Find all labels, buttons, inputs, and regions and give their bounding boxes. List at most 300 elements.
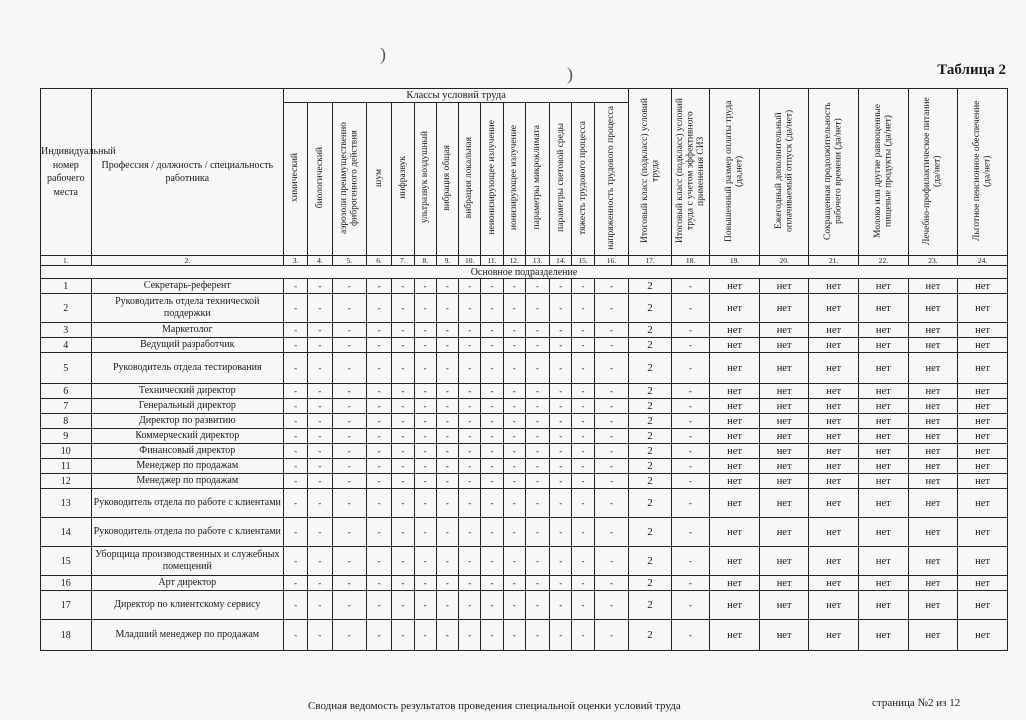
factor-class-cell: -: [283, 518, 307, 547]
guarantee-cell: нет: [809, 474, 859, 489]
workplace-id-cell: 13: [41, 489, 92, 518]
factor-class-cell: -: [283, 294, 307, 323]
factor-class-cell: -: [436, 518, 458, 547]
guarantee-cell: нет: [859, 323, 909, 338]
factor-class-cell: -: [308, 414, 332, 429]
factor-class-cell: -: [594, 444, 629, 459]
header-factor-col: [436, 103, 458, 256]
factor-class-cell: -: [366, 384, 391, 399]
factor-class-cell: -: [414, 338, 436, 353]
header-result-col: [859, 89, 909, 256]
column-number: 13.: [525, 256, 549, 266]
factor-class-cell: -: [525, 591, 549, 620]
factor-class-cell: -: [332, 429, 366, 444]
guarantee-cell: нет: [710, 518, 760, 547]
column-number: 8.: [414, 256, 436, 266]
header-factor-col: [594, 103, 629, 256]
workplace-id-cell: 14: [41, 518, 92, 547]
factor-class-cell: -: [459, 444, 481, 459]
factor-class-cell: -: [572, 338, 594, 353]
guarantee-cell: нет: [809, 414, 859, 429]
guarantee-cell: нет: [759, 323, 809, 338]
factor-class-cell: -: [414, 279, 436, 294]
guarantee-cell: нет: [759, 591, 809, 620]
factor-class-cell: -: [459, 384, 481, 399]
column-number: 5.: [332, 256, 366, 266]
final-class-siz-cell: -: [671, 547, 709, 576]
guarantee-cell: нет: [908, 338, 958, 353]
header-factor-col: [572, 103, 594, 256]
header-result-label: Молоко или другие равноценные пищевые продукты (да/нет): [872, 103, 894, 238]
factor-class-cell: -: [332, 620, 366, 651]
factor-class-cell: -: [594, 576, 629, 591]
guarantee-cell: нет: [859, 294, 909, 323]
factor-class-cell: -: [503, 323, 525, 338]
guarantee-cell: нет: [859, 399, 909, 414]
factor-class-cell: -: [503, 459, 525, 474]
factor-class-cell: -: [436, 474, 458, 489]
factor-class-cell: -: [550, 353, 572, 384]
guarantee-cell: нет: [859, 353, 909, 384]
final-class-siz-cell: -: [671, 576, 709, 591]
factor-class-cell: -: [525, 518, 549, 547]
final-class-siz-cell: -: [671, 294, 709, 323]
factor-class-cell: -: [572, 489, 594, 518]
factor-class-cell: -: [366, 518, 391, 547]
column-number: 22.: [859, 256, 909, 266]
factor-class-cell: -: [308, 547, 332, 576]
factor-class-cell: -: [392, 489, 414, 518]
factor-class-cell: -: [332, 294, 366, 323]
profession-cell: Менеджер по продажам: [91, 474, 283, 489]
column-number: 9.: [436, 256, 458, 266]
factor-class-cell: -: [525, 338, 549, 353]
final-class-cell: 2: [629, 576, 672, 591]
factor-class-cell: -: [283, 279, 307, 294]
factor-class-cell: -: [525, 459, 549, 474]
table-row: [41, 444, 1008, 459]
profession-cell: Менеджер по продажам: [91, 459, 283, 474]
profession-cell: Уборщица производственных и служебных помещений: [91, 547, 283, 576]
factor-class-cell: -: [503, 384, 525, 399]
workplace-id-cell: 12: [41, 474, 92, 489]
table-row: [41, 279, 1008, 294]
guarantee-cell: нет: [809, 294, 859, 323]
factor-class-cell: -: [332, 384, 366, 399]
factor-class-cell: -: [366, 444, 391, 459]
factor-class-cell: -: [503, 399, 525, 414]
header-result-label: Итоговый класс (подкласс) условий труда с учетом эффективного применения СИЗ: [674, 98, 706, 243]
factor-class-cell: -: [550, 294, 572, 323]
final-class-siz-cell: -: [671, 279, 709, 294]
guarantee-cell: нет: [710, 429, 760, 444]
factor-class-cell: -: [436, 459, 458, 474]
guarantee-cell: нет: [859, 547, 909, 576]
workplace-id-cell: 4: [41, 338, 92, 353]
factor-class-cell: -: [550, 489, 572, 518]
final-class-cell: 2: [629, 444, 672, 459]
final-class-cell: 2: [629, 474, 672, 489]
header-factor-label: инфразвук: [397, 156, 408, 199]
guarantee-cell: нет: [759, 620, 809, 651]
workplace-id-cell: 5: [41, 353, 92, 384]
factor-class-cell: -: [414, 459, 436, 474]
final-class-cell: 2: [629, 489, 672, 518]
guarantee-cell: нет: [908, 353, 958, 384]
guarantee-cell: нет: [958, 591, 1008, 620]
header-workplace-id: Индивидуальный номер рабочего места: [41, 89, 92, 256]
factor-class-cell: -: [525, 576, 549, 591]
factor-class-cell: -: [525, 279, 549, 294]
factor-class-cell: -: [503, 620, 525, 651]
factor-class-cell: -: [503, 474, 525, 489]
column-number: 7.: [392, 256, 414, 266]
factor-class-cell: -: [414, 399, 436, 414]
factor-class-cell: -: [572, 414, 594, 429]
page-number: страница №2 из 12: [872, 697, 961, 709]
factor-class-cell: -: [594, 518, 629, 547]
factor-class-cell: -: [414, 444, 436, 459]
factor-class-cell: -: [392, 399, 414, 414]
final-class-siz-cell: -: [671, 353, 709, 384]
scan-mark-2: ): [567, 64, 573, 84]
guarantee-cell: нет: [759, 489, 809, 518]
final-class-cell: 2: [629, 620, 672, 651]
factor-class-cell: -: [332, 444, 366, 459]
guarantee-cell: нет: [809, 323, 859, 338]
guarantee-cell: нет: [859, 338, 909, 353]
factor-class-cell: -: [572, 444, 594, 459]
factor-class-cell: -: [594, 294, 629, 323]
header-result-col: [710, 89, 760, 256]
factor-class-cell: -: [503, 279, 525, 294]
column-number: 23.: [908, 256, 958, 266]
guarantee-cell: нет: [908, 414, 958, 429]
factor-class-cell: -: [414, 474, 436, 489]
factor-class-cell: -: [332, 518, 366, 547]
factor-class-cell: -: [503, 518, 525, 547]
factor-class-cell: -: [525, 620, 549, 651]
factor-class-cell: -: [332, 459, 366, 474]
guarantee-cell: нет: [809, 279, 859, 294]
factor-class-cell: -: [525, 474, 549, 489]
factor-class-cell: -: [594, 399, 629, 414]
header-result-col: [908, 89, 958, 256]
factor-class-cell: -: [503, 429, 525, 444]
factor-class-cell: -: [525, 353, 549, 384]
profession-cell: Директор по клиентскому сервису: [91, 591, 283, 620]
final-class-siz-cell: -: [671, 399, 709, 414]
factor-class-cell: -: [436, 444, 458, 459]
factor-class-cell: -: [414, 414, 436, 429]
table-row: [41, 338, 1008, 353]
guarantee-cell: нет: [710, 620, 760, 651]
final-class-siz-cell: -: [671, 384, 709, 399]
header-factor-col: [503, 103, 525, 256]
factor-class-cell: -: [525, 489, 549, 518]
factor-class-cell: -: [594, 338, 629, 353]
factor-class-cell: -: [525, 294, 549, 323]
profession-cell: Руководитель отдела технической поддержки: [91, 294, 283, 323]
header-factor-label: ультразвук воздушный: [419, 131, 430, 224]
header-factor-label: аэрозоли преимущественно фиброгенного действия: [338, 121, 360, 234]
factor-class-cell: -: [308, 459, 332, 474]
factor-class-cell: -: [525, 444, 549, 459]
final-class-siz-cell: -: [671, 459, 709, 474]
factor-class-cell: -: [459, 323, 481, 338]
factor-class-cell: -: [392, 518, 414, 547]
guarantee-cell: нет: [759, 429, 809, 444]
factor-class-cell: -: [594, 474, 629, 489]
column-number: 6.: [366, 256, 391, 266]
factor-class-cell: -: [459, 414, 481, 429]
header-factor-col: [414, 103, 436, 256]
guarantee-cell: нет: [908, 429, 958, 444]
header-factor-col: [366, 103, 391, 256]
guarantee-cell: нет: [958, 576, 1008, 591]
factor-class-cell: -: [308, 279, 332, 294]
header-result-label: Льготное пенсионное обеспечение (да/нет): [972, 100, 993, 241]
table-row: [41, 474, 1008, 489]
section-row: [41, 266, 1008, 279]
guarantee-cell: нет: [759, 384, 809, 399]
factor-class-cell: -: [503, 294, 525, 323]
factor-class-cell: -: [436, 294, 458, 323]
factor-class-cell: -: [594, 547, 629, 576]
column-number: 18.: [671, 256, 709, 266]
guarantee-cell: нет: [759, 474, 809, 489]
table-body: [41, 279, 1008, 651]
guarantee-cell: нет: [859, 620, 909, 651]
guarantee-cell: нет: [710, 279, 760, 294]
column-number: 24.: [958, 256, 1008, 266]
factor-class-cell: -: [594, 414, 629, 429]
profession-cell: Младший менеджер по продажам: [91, 620, 283, 651]
factor-class-cell: -: [481, 279, 503, 294]
factor-class-cell: -: [366, 620, 391, 651]
factor-class-cell: -: [481, 489, 503, 518]
guarantee-cell: нет: [908, 444, 958, 459]
column-number: 17.: [629, 256, 672, 266]
final-class-siz-cell: -: [671, 429, 709, 444]
factor-class-cell: -: [594, 323, 629, 338]
factor-class-cell: -: [414, 323, 436, 338]
final-class-siz-cell: -: [671, 620, 709, 651]
factor-class-cell: -: [392, 429, 414, 444]
factor-class-cell: -: [459, 576, 481, 591]
guarantee-cell: нет: [859, 591, 909, 620]
factor-class-cell: -: [594, 620, 629, 651]
factor-class-cell: -: [366, 323, 391, 338]
guarantee-cell: нет: [759, 353, 809, 384]
header-factor-label: параметры микроклимата: [532, 125, 543, 230]
factor-class-cell: -: [594, 489, 629, 518]
factor-class-cell: -: [550, 591, 572, 620]
factor-class-cell: -: [572, 518, 594, 547]
factor-class-cell: -: [572, 591, 594, 620]
final-class-siz-cell: -: [671, 444, 709, 459]
guarantee-cell: нет: [958, 429, 1008, 444]
factor-class-cell: -: [392, 459, 414, 474]
factor-class-cell: -: [459, 591, 481, 620]
factor-class-cell: -: [436, 547, 458, 576]
factor-class-cell: -: [308, 591, 332, 620]
guarantee-cell: нет: [908, 279, 958, 294]
header-factor-col: [525, 103, 549, 256]
factor-class-cell: -: [366, 591, 391, 620]
factor-class-cell: -: [572, 399, 594, 414]
factor-class-cell: -: [525, 384, 549, 399]
header-result-label: Сокращенная продолжительность рабочего времени (да/нет): [823, 101, 844, 240]
guarantee-cell: нет: [958, 459, 1008, 474]
workplace-id-cell: 1: [41, 279, 92, 294]
table-row: [41, 294, 1008, 323]
factor-class-cell: -: [550, 429, 572, 444]
workplace-id-cell: 6: [41, 384, 92, 399]
header-factor-col: [283, 103, 307, 256]
header-profession: Профессия / должность / специальность работника: [91, 89, 283, 256]
guarantee-cell: нет: [908, 294, 958, 323]
factor-class-cell: -: [572, 620, 594, 651]
guarantee-cell: нет: [908, 576, 958, 591]
header-factor-label: напряженность трудового процесса: [606, 105, 617, 250]
factor-class-cell: -: [572, 459, 594, 474]
guarantee-cell: нет: [859, 384, 909, 399]
factor-class-cell: -: [459, 399, 481, 414]
factor-class-cell: -: [550, 459, 572, 474]
guarantee-cell: нет: [859, 444, 909, 459]
factor-class-cell: -: [459, 279, 481, 294]
factor-class-cell: -: [436, 429, 458, 444]
workplace-id-cell: 9: [41, 429, 92, 444]
factor-class-cell: -: [414, 576, 436, 591]
factor-class-cell: -: [308, 294, 332, 323]
factor-class-cell: -: [436, 489, 458, 518]
factor-class-cell: -: [283, 474, 307, 489]
final-class-cell: 2: [629, 323, 672, 338]
guarantee-cell: нет: [809, 591, 859, 620]
guarantee-cell: нет: [759, 414, 809, 429]
guarantee-cell: нет: [908, 384, 958, 399]
guarantee-cell: нет: [908, 489, 958, 518]
factor-class-cell: -: [436, 576, 458, 591]
factor-class-cell: -: [503, 576, 525, 591]
factor-class-cell: -: [392, 591, 414, 620]
guarantee-cell: нет: [809, 444, 859, 459]
guarantee-cell: нет: [859, 474, 909, 489]
header-factor-label: биологический: [314, 146, 325, 209]
header-result-col: [629, 89, 672, 256]
factor-class-cell: -: [392, 620, 414, 651]
factor-class-cell: -: [459, 353, 481, 384]
factor-class-cell: -: [503, 414, 525, 429]
factor-class-cell: -: [366, 489, 391, 518]
column-number: 14.: [550, 256, 572, 266]
final-class-cell: 2: [629, 591, 672, 620]
header-result-col: [809, 89, 859, 256]
guarantee-cell: нет: [710, 547, 760, 576]
guarantee-cell: нет: [958, 399, 1008, 414]
factor-class-cell: -: [414, 384, 436, 399]
factor-class-cell: -: [414, 353, 436, 384]
profession-cell: Руководитель отдела по работе с клиентами: [91, 518, 283, 547]
factor-class-cell: -: [283, 459, 307, 474]
factor-class-cell: -: [414, 489, 436, 518]
final-class-cell: 2: [629, 294, 672, 323]
header-result-label: Ежегодный дополнительный оплачиваемый отпуск (да/нет): [773, 109, 795, 232]
factor-class-cell: -: [481, 294, 503, 323]
factor-class-cell: -: [392, 279, 414, 294]
factor-class-cell: -: [366, 399, 391, 414]
guarantee-cell: нет: [809, 547, 859, 576]
guarantee-cell: нет: [859, 279, 909, 294]
workplace-id-cell: 16: [41, 576, 92, 591]
guarantee-cell: нет: [859, 459, 909, 474]
factor-class-cell: -: [283, 323, 307, 338]
factor-class-cell: -: [392, 294, 414, 323]
workplace-id-cell: 11: [41, 459, 92, 474]
table-row: [41, 399, 1008, 414]
factor-class-cell: -: [481, 444, 503, 459]
guarantee-cell: нет: [958, 294, 1008, 323]
final-class-cell: 2: [629, 459, 672, 474]
factor-class-cell: -: [366, 294, 391, 323]
factor-class-cell: -: [283, 444, 307, 459]
factor-class-cell: -: [332, 323, 366, 338]
guarantee-cell: нет: [908, 474, 958, 489]
factor-class-cell: -: [366, 353, 391, 384]
final-class-cell: 2: [629, 429, 672, 444]
factor-class-cell: -: [332, 338, 366, 353]
factor-class-cell: -: [283, 353, 307, 384]
factor-class-cell: -: [459, 518, 481, 547]
column-number: 15.: [572, 256, 594, 266]
factor-class-cell: -: [550, 518, 572, 547]
guarantee-cell: нет: [710, 474, 760, 489]
factor-class-cell: -: [283, 547, 307, 576]
factor-class-cell: -: [459, 338, 481, 353]
factor-class-cell: -: [283, 489, 307, 518]
guarantee-cell: нет: [958, 353, 1008, 384]
guarantee-cell: нет: [759, 576, 809, 591]
factor-class-cell: -: [594, 353, 629, 384]
final-class-siz-cell: -: [671, 338, 709, 353]
table-row: [41, 414, 1008, 429]
header-factor-col: [550, 103, 572, 256]
table-row: [41, 429, 1008, 444]
factor-class-cell: -: [550, 338, 572, 353]
final-class-cell: 2: [629, 518, 672, 547]
guarantee-cell: нет: [958, 444, 1008, 459]
factor-class-cell: -: [392, 474, 414, 489]
factor-class-cell: -: [332, 279, 366, 294]
factor-class-cell: -: [414, 294, 436, 323]
table-row: [41, 576, 1008, 591]
factor-class-cell: -: [332, 474, 366, 489]
guarantee-cell: нет: [958, 489, 1008, 518]
table-row: [41, 323, 1008, 338]
assessment-table: [40, 88, 1008, 651]
column-number: 3.: [283, 256, 307, 266]
factor-class-cell: -: [459, 294, 481, 323]
guarantee-cell: нет: [710, 338, 760, 353]
factor-class-cell: -: [392, 323, 414, 338]
factor-class-cell: -: [436, 414, 458, 429]
factor-class-cell: -: [308, 576, 332, 591]
guarantee-cell: нет: [759, 399, 809, 414]
table-row: [41, 489, 1008, 518]
factor-class-cell: -: [594, 279, 629, 294]
